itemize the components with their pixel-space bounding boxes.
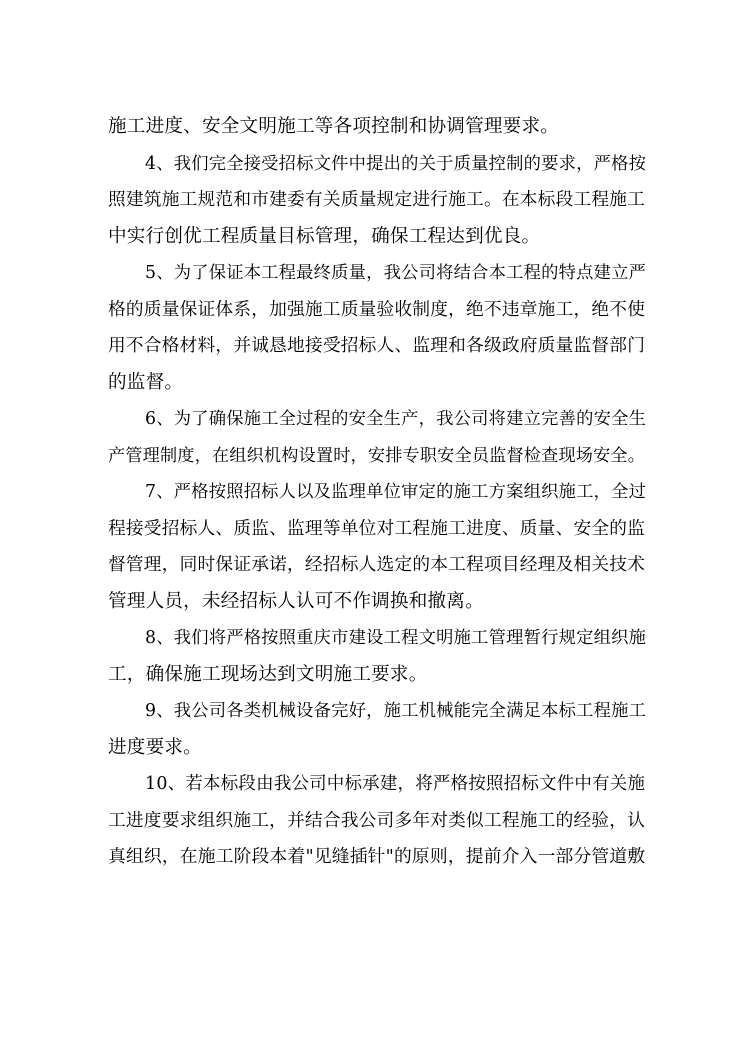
- paragraph-line: 程接受招标人、质监、监理等单位对工程施工进度、质量、安全的监: [108, 518, 646, 539]
- paragraph-line: 施工进度、安全文明施工等各项控制和协调管理要求。: [108, 116, 560, 137]
- paragraph-line: 产管理制度，在组织机构设置时，安排专职安全员监督检查现场安全。: [108, 445, 646, 466]
- paragraph-line: 工进度要求组织施工，并结合我公司多年对类似工程施工的经验，认: [108, 810, 646, 831]
- paragraph-line: 工，确保施工现场达到文明施工要求。: [108, 663, 428, 685]
- paragraph-line: 中实行创优工程质量目标管理，确保工程达到优良。: [108, 225, 541, 247]
- paragraph-first-line: 8、我们将严格按照重庆市建设工程文明施工管理暂行规定组织施: [145, 628, 647, 648]
- paragraph-line: 照建筑施工规范和市建委有关质量规定进行施工。在本标段工程施工: [108, 190, 646, 210]
- paragraph-first-line: 4、我们完全接受招标文件中提出的关于质量控制的要求，严格按: [145, 153, 647, 174]
- paragraph-line: 用不合格材料，并诚恳地接受招标人、监理和各级政府质量监督部门: [108, 336, 646, 356]
- paragraph-line: 管理人员，未经招标人认可不作调换和撤离。: [108, 590, 484, 612]
- paragraph-first-line: 9、我公司各类机械设备完好，施工机械能完全满足本标工程施工: [145, 701, 647, 721]
- paragraph-first-line: 10、若本标段由我公司中标承建，将严格按照招标文件中有关施: [145, 774, 646, 794]
- paragraph-line: 格的质量保证体系，加强施工质量验收制度，绝不违章施工，绝不使: [108, 299, 646, 320]
- paragraph-line: 进度要求。: [108, 736, 202, 758]
- paragraph-line: 的监督。: [108, 371, 184, 393]
- paragraph-first-line: 5、为了保证本工程最终质量，我公司将结合本工程的特点建立严: [145, 263, 647, 283]
- paragraph-first-line: 7、严格按照招标人以及监理单位审定的施工方案组织施工，全过: [145, 482, 647, 502]
- paragraph-line: 真组织，在施工阶段本着"见缝插针"的原则，提前介入一部分管道敷: [108, 847, 646, 867]
- paragraph-first-line: 6、为了确保施工全过程的安全生产，我公司将建立完善的安全生: [145, 409, 647, 429]
- paragraph-line: 督管理，同时保证承诺，经招标人选定的本工程项目经理及相关技术: [108, 555, 646, 575]
